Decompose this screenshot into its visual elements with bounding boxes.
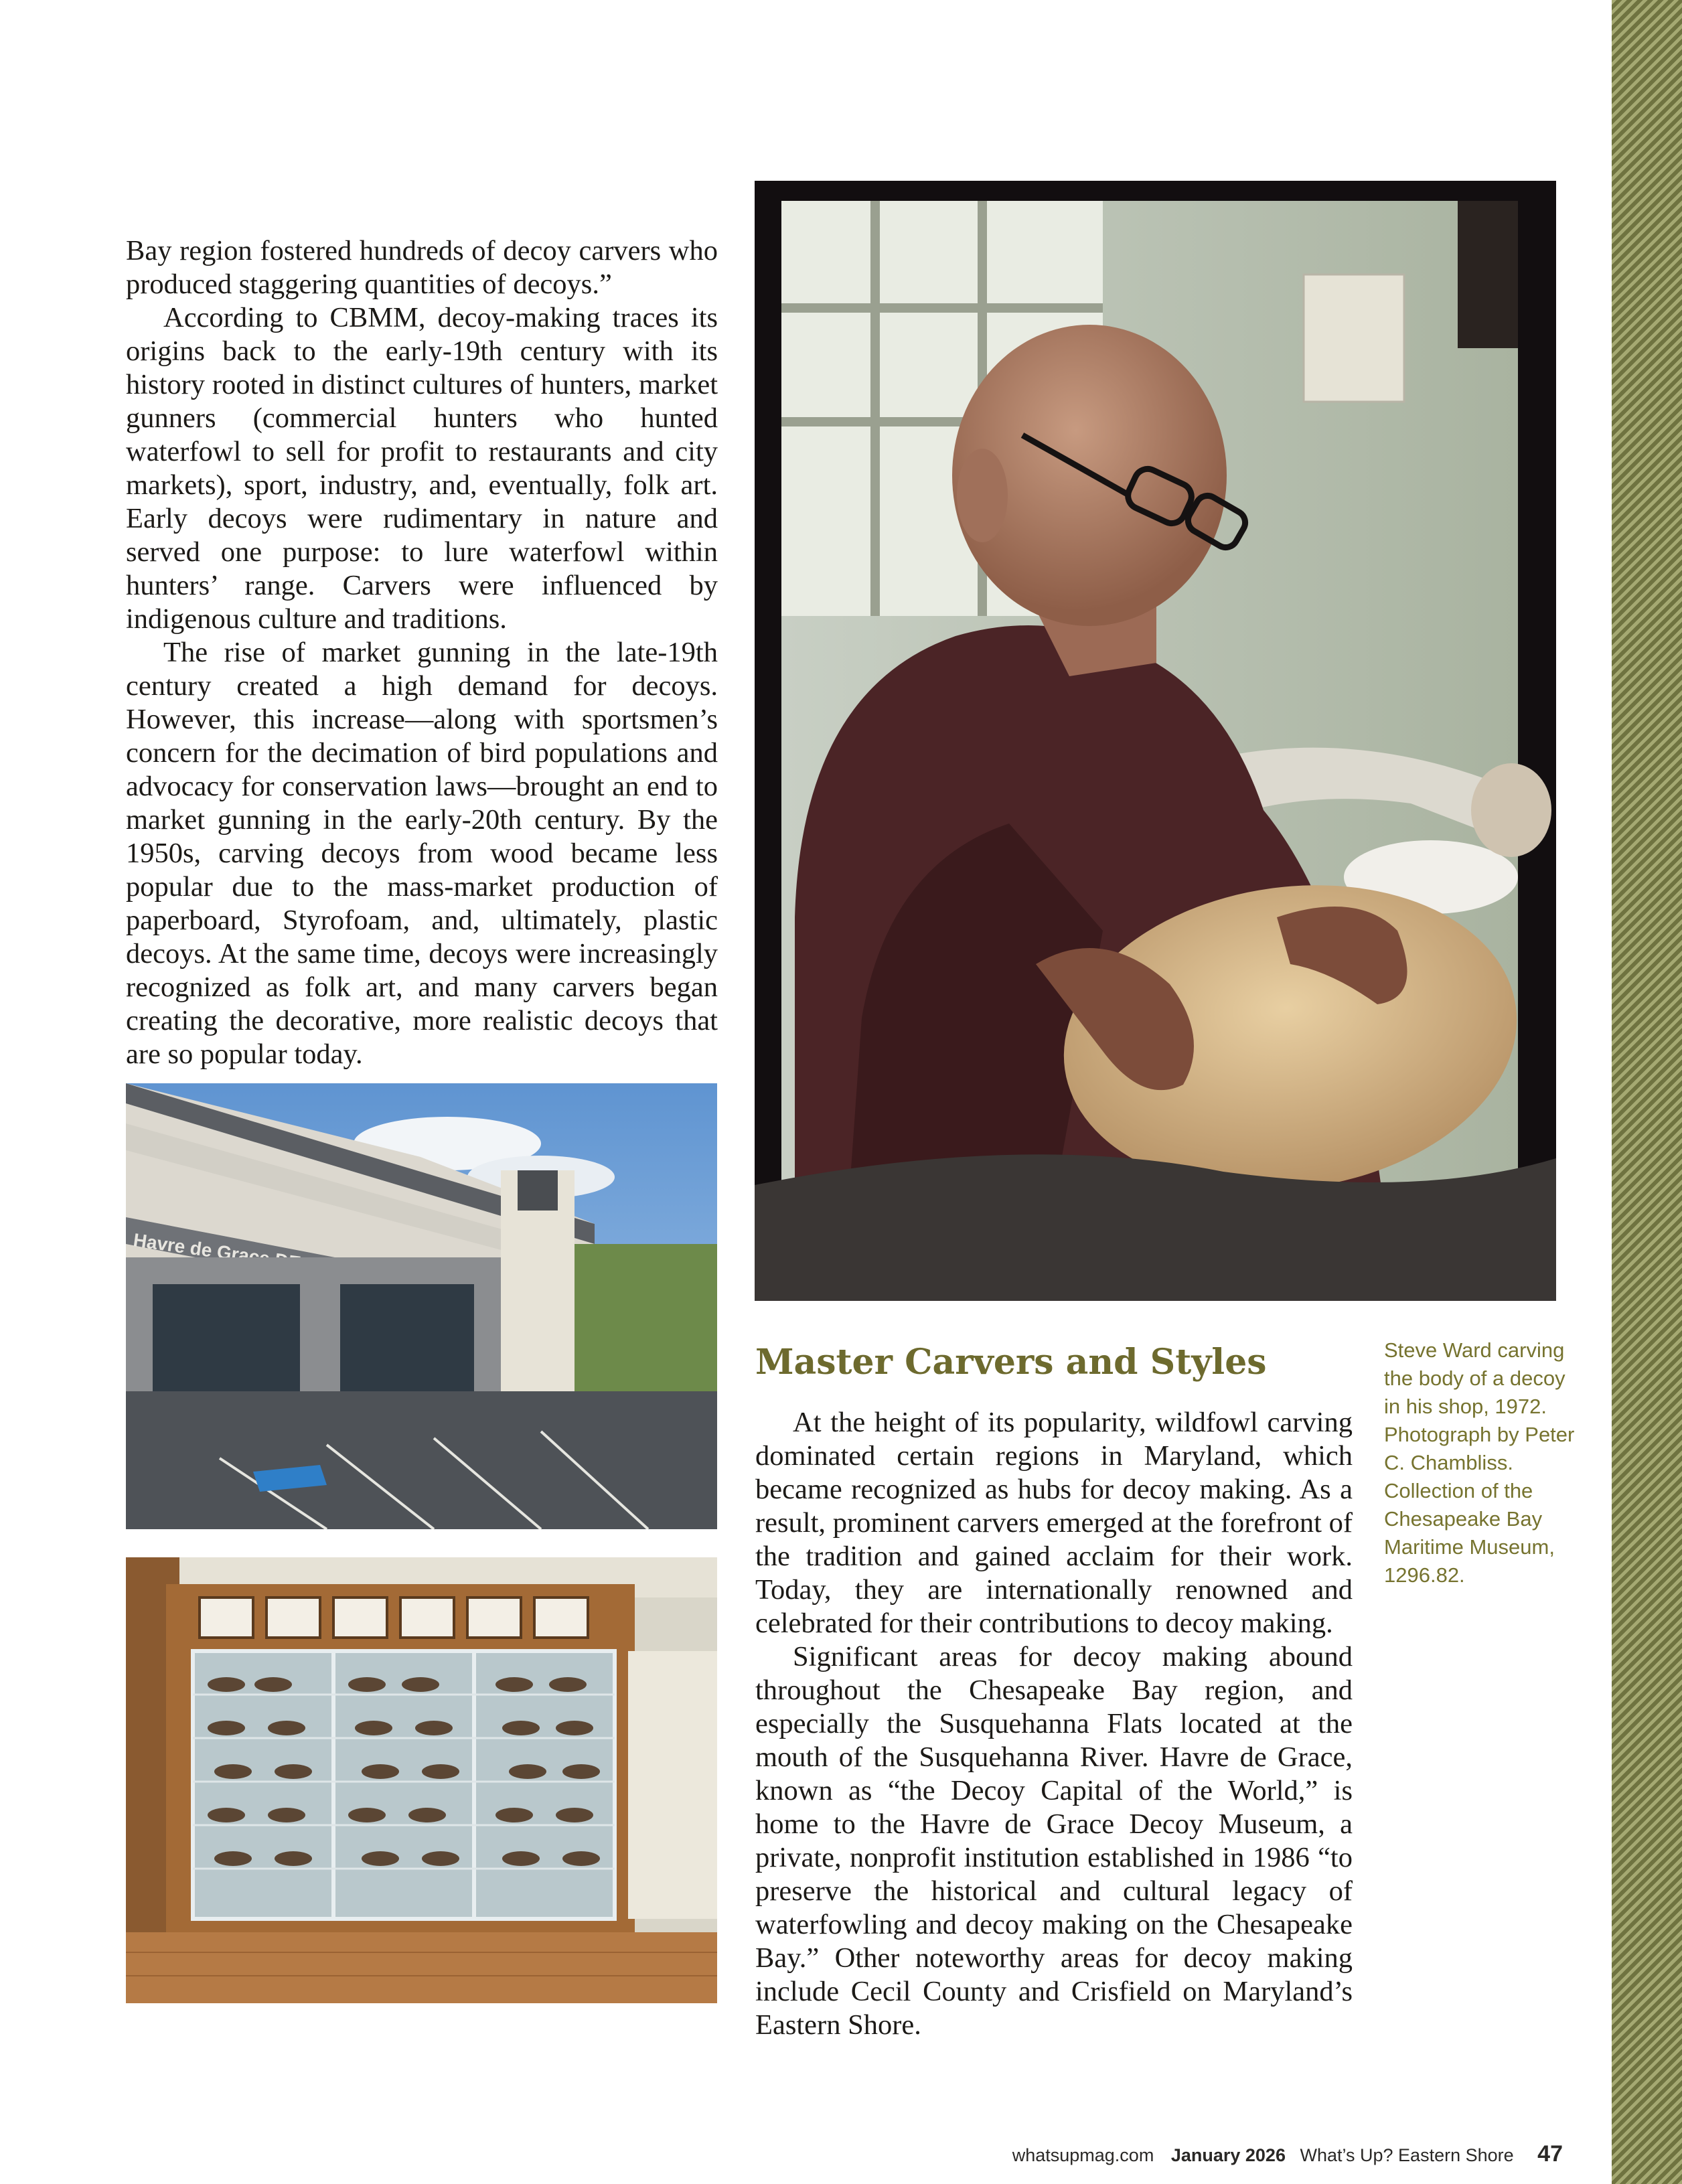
photo-havre-de-grace-decoy-museum [126,1083,717,1529]
article-paragraph: At the height of its popularity, wildfowl carving dominated certain regions in Maryland, which became recognized as hubs for decoy making. As a result, prominent carvers emerged at the forefront of the tradition and gained acclaim for their work. Today, they are internationally renowned and celebrated for their contributions to decoy making. [755,1407,1353,1639]
footer-month: January 2026 [1170,2145,1286,2165]
footer-magazine: What’s Up? Eastern Shore [1300,2145,1514,2165]
article-paragraph: Bay region fostered hundreds of decoy carvers who produced staggering quantities of decoys.” [126,235,718,300]
photo-carver-steve-ward [755,181,1556,1301]
article-paragraph: Significant areas for decoy making abound throughout the Chesapeake Bay region, and especially the Susquehanna Flats located at the mouth of the Susquehanna River. Havre de Grace, known as “the Decoy Capital of the World,” is home to the Havre de Grace Decoy Museum, a private, nonprofit institution established in 1986 “to preserve the historical and cultural legacy of waterfowling and decoy making on the Chesapeake Bay.” Other noteworthy areas for decoy making include Cecil County and Crisfield on Maryland’s Eastern Shore. [755,1641,1353,2041]
article-column-right [755,1406,1353,2042]
section-heading: Master Carvers and Styles [755,1342,1267,1383]
photo-decoy-exhibit-cases [126,1557,717,2003]
article-column-left [126,234,718,1071]
decorative-side-stripe [1612,0,1682,2184]
article-paragraph: The rise of market gunning in the late-19th century created a high demand for decoys. However, this increase—along with sportsmen’s concern for the decimation of bird populations and advocacy for conservation laws—brought an end to market gunning in the early-20th century. By the 1950s, carving decoys from wood became less popular due to the mass-market production of paperboard, Styrofoam, and, ultimately, plastic decoys. At the same time, decoys were increasingly recognized as folk art, and many carvers began creating the decorative, more realistic decoys that are so popular today. [126,637,718,1070]
photo-caption: Steve Ward carving the body of a decoy in his shop, 1972. Photograph by Peter C. Chambliss. Collection of the Chesapeake Bay Maritime Museum, 1296.82. [1384,1338,1575,1587]
article-paragraph: According to CBMM, decoy-making traces its origins back to the early-19th century with its history rooted in distinct cultures of hunters, market gunners (commercial hunters who hunted waterfowl to sell for profit to restaurants and city markets), sport, industry, and, eventually, folk art. Early decoys were rudimentary in nature and served one purpose: to lure waterfowl within hunters’ range. Carvers were influenced by indigenous culture and traditions. [126,302,718,635]
page-footer [1012,2141,1563,2167]
page-number: 47 [1537,2141,1563,2167]
footer-site: whatsupmag.com [1012,2145,1154,2165]
